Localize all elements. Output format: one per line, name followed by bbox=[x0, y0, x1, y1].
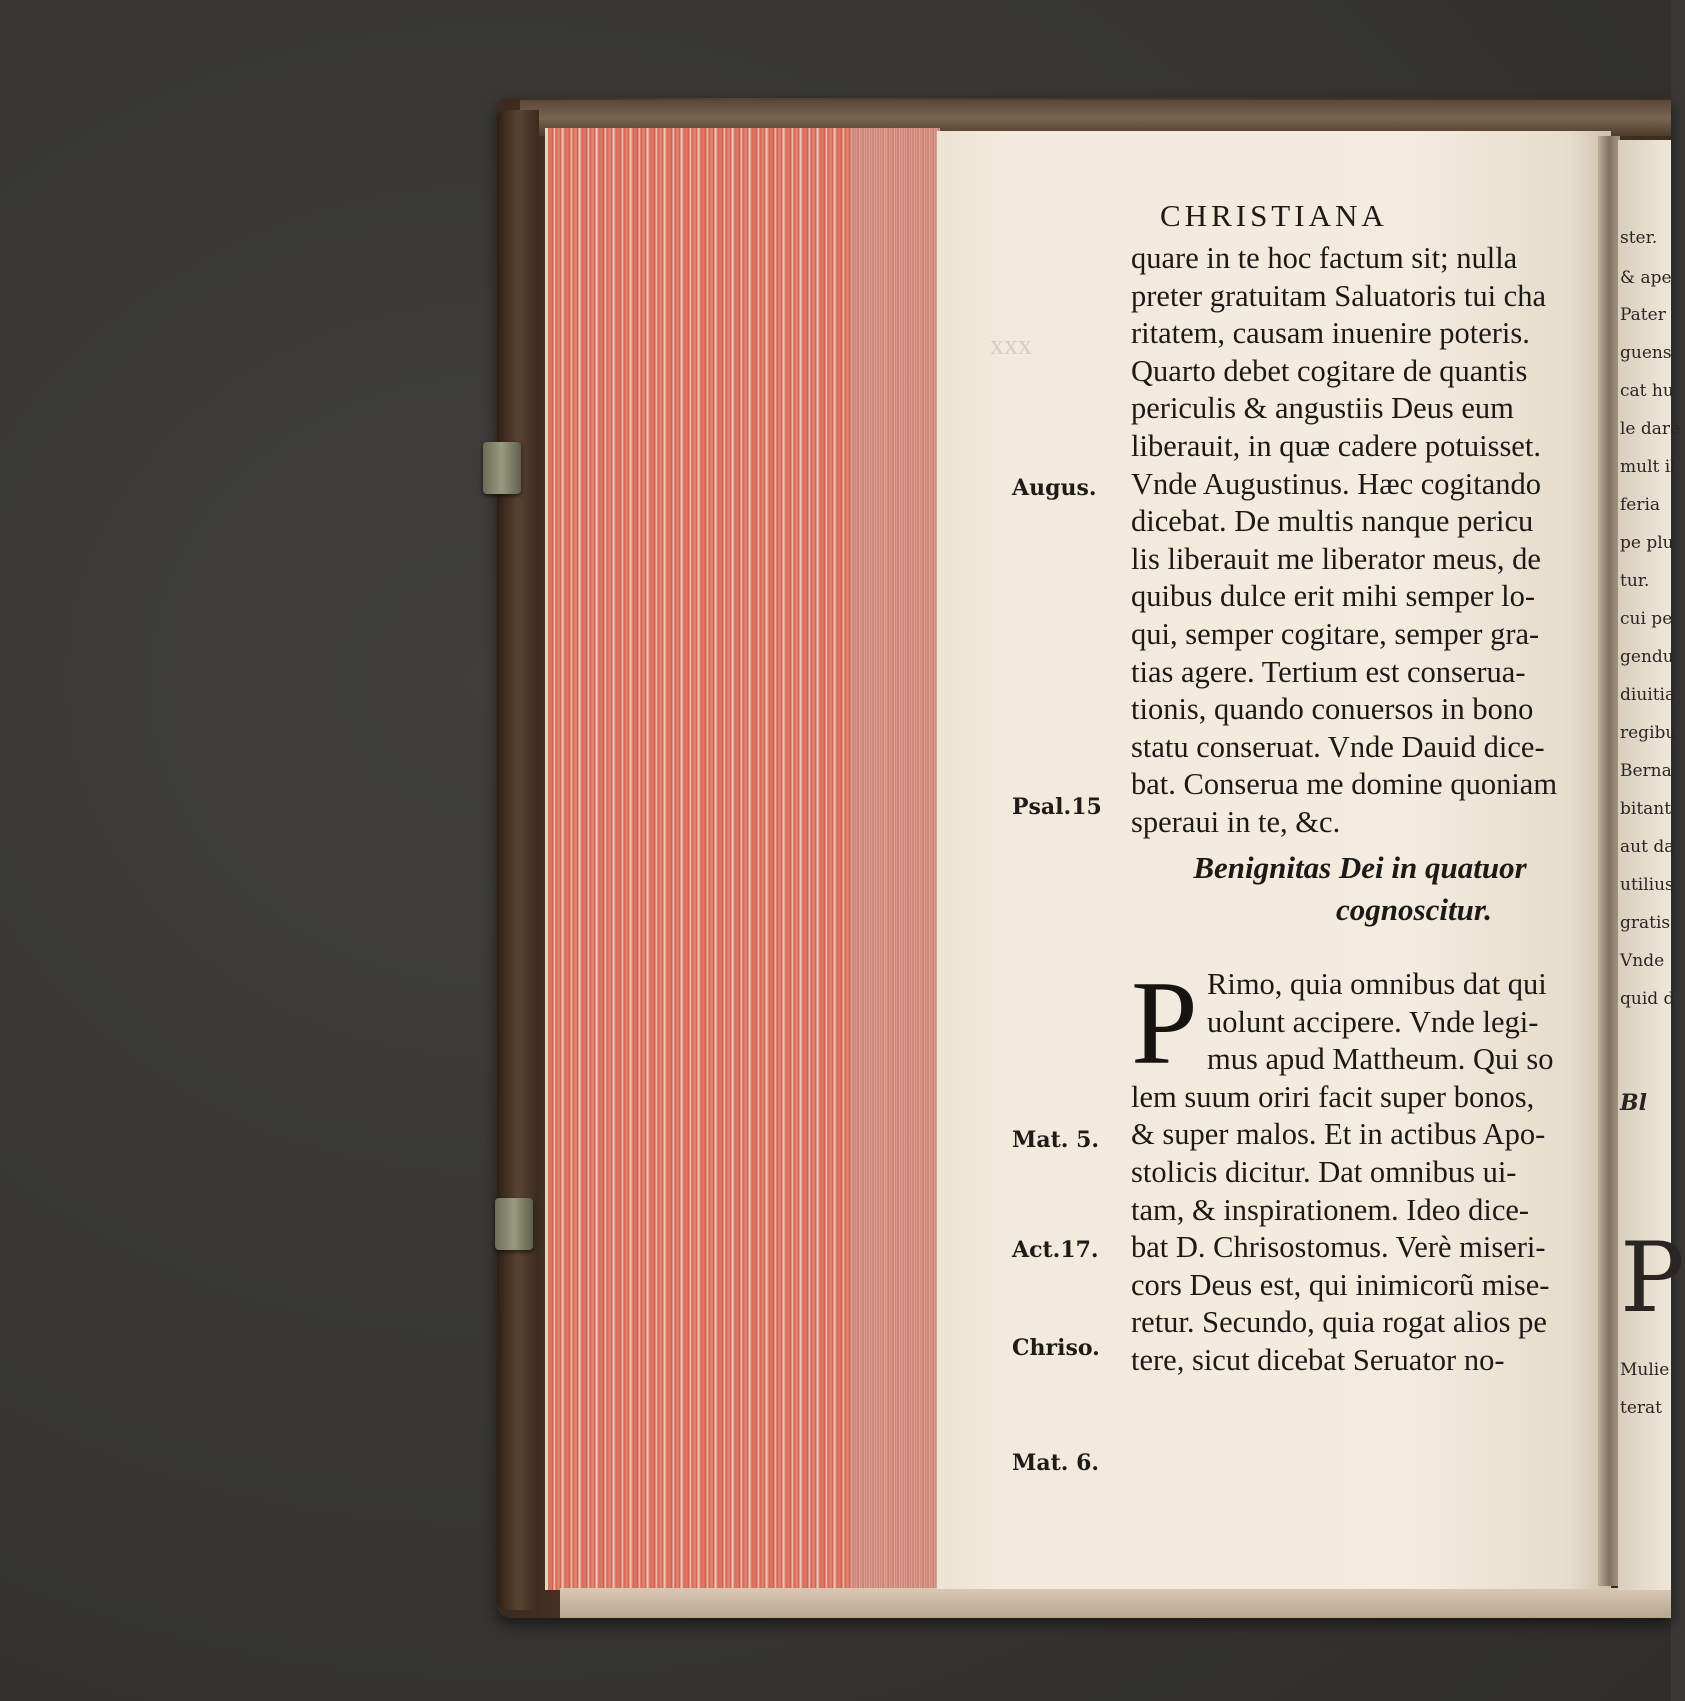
facing-page-fragment: cat hu bbox=[1620, 381, 1674, 401]
page-block-bottom bbox=[560, 1588, 1671, 1618]
book-spine-edge bbox=[497, 110, 539, 1610]
text-line: ritatem, causam inuenire poteris. bbox=[1131, 316, 1530, 351]
text-line: bat. Conserua me domine quoniam bbox=[1131, 767, 1558, 802]
text-line: dicebat. De multis nanque pericu bbox=[1131, 504, 1534, 539]
text-line: statu conseruat. Vnde Dauid dice- bbox=[1131, 729, 1545, 764]
facing-page-fragment: ster. bbox=[1620, 228, 1658, 248]
facing-page-fragment: quid d bbox=[1620, 989, 1675, 1009]
text-line: & super malos. Et in actibus Apo- bbox=[1131, 1117, 1546, 1152]
text-line: preter gratuitam Saluatoris tui cha bbox=[1131, 278, 1546, 313]
text-block-1 bbox=[1131, 240, 1589, 842]
facing-page-fragment: regibu bbox=[1620, 723, 1677, 743]
margin-note-august: Augus. bbox=[1012, 475, 1097, 501]
text-line: Quarto debet cogitare de quantis bbox=[1131, 353, 1528, 388]
facing-page-fragment: guens bbox=[1620, 343, 1672, 363]
facing-page-fragment: le dare bbox=[1620, 419, 1681, 439]
text-line: quare in te hoc factum sit; nulla bbox=[1131, 241, 1518, 275]
text-line: tere, sicut dicebat Seruator no- bbox=[1131, 1342, 1505, 1377]
text-line: lem suum oriri facit super bonos, bbox=[1131, 1079, 1535, 1114]
facing-page-fragment: terat bbox=[1620, 1398, 1662, 1418]
book-gutter bbox=[1598, 136, 1620, 1586]
facing-page-fragment: cui pe bbox=[1620, 609, 1673, 629]
facing-page-fragment: P bbox=[1620, 1222, 1685, 1334]
text-line: uolunt accipere. Vnde legi- bbox=[1207, 1004, 1539, 1039]
text-line: qui, semper cogitare, semper gra- bbox=[1131, 616, 1540, 651]
text-line: lis liberauit me liberator meus, de bbox=[1131, 541, 1541, 576]
drop-cap: P bbox=[1131, 956, 1198, 1089]
facing-page-fragment: Mulie bbox=[1620, 1360, 1670, 1380]
facing-page-fragment: diuitia bbox=[1620, 685, 1676, 705]
text-line: periculis & angustiis Deus eum bbox=[1131, 391, 1514, 426]
margin-note-chrisostom: Chriso. bbox=[1012, 1335, 1100, 1361]
facing-page-fragment: gratis bbox=[1620, 913, 1671, 933]
text-line: liberauit, in quæ cadere potuisset. bbox=[1131, 428, 1541, 463]
red-page-edges bbox=[545, 128, 940, 1590]
show-through: xxx bbox=[990, 330, 1032, 361]
text-line: speraui in te, &c. bbox=[1131, 804, 1341, 839]
facing-page-fragment: bitant bbox=[1620, 799, 1672, 819]
text-line: stolicis dicitur. Dat omnibus ui- bbox=[1131, 1154, 1517, 1189]
margin-note-matthew-6: Mat. 6. bbox=[1012, 1450, 1100, 1476]
text-block-2 bbox=[1131, 956, 1589, 1380]
facing-page-fragment: utilius bbox=[1620, 875, 1674, 895]
section-heading-line-2: cognoscitur. bbox=[1336, 892, 1492, 927]
text-line: retur. Secundo, quia rogat alios pe bbox=[1131, 1305, 1547, 1340]
upper-clasp-icon bbox=[483, 442, 521, 494]
text-line: tias agere. Tertium est conserua- bbox=[1131, 654, 1526, 689]
facing-page-edge bbox=[1618, 140, 1685, 1590]
text-line: tam, & inspirationem. Ideo dice- bbox=[1131, 1192, 1530, 1227]
text-line: cors Deus est, qui inimicorũ mise- bbox=[1131, 1267, 1550, 1302]
facing-page-fragment: Berna bbox=[1620, 761, 1672, 781]
running-head: CHRISTIANA bbox=[1160, 198, 1388, 233]
lower-clasp-icon bbox=[495, 1198, 533, 1250]
margin-note-matthew-5: Mat. 5. bbox=[1012, 1127, 1100, 1153]
facing-page-fragment: & ape bbox=[1620, 268, 1672, 288]
margin-note-acts: Act.17. bbox=[1012, 1237, 1099, 1263]
text-line: tionis, quando conuersos in bono bbox=[1131, 692, 1534, 727]
facing-page-fragment: Pater bbox=[1620, 305, 1666, 325]
section-heading-line-1: Benignitas Dei in quatuor bbox=[1193, 850, 1527, 885]
facing-page-fragment: aut da bbox=[1620, 837, 1675, 857]
facing-page-fragment: Vnde bbox=[1620, 951, 1665, 971]
facing-page-fragment: mult il bbox=[1620, 457, 1676, 477]
text-line: Vnde Augustinus. Hæc cogitando bbox=[1131, 466, 1542, 501]
facing-page-fragment: gendu bbox=[1620, 647, 1674, 667]
facing-page-fragment: Bl bbox=[1620, 1090, 1647, 1116]
text-line: mus apud Mattheum. Qui so bbox=[1207, 1042, 1554, 1077]
facing-page-fragment: pe plu bbox=[1620, 533, 1674, 553]
text-line: bat D. Chrisostomus. Verè miseri- bbox=[1131, 1230, 1546, 1265]
facing-page-fragment: tur. bbox=[1620, 571, 1650, 591]
text-line: quibus dulce erit mihi semper lo- bbox=[1131, 579, 1536, 614]
facing-page-fragment: feria bbox=[1620, 495, 1661, 515]
margin-note-psalm: Psal.15 bbox=[1012, 794, 1102, 820]
text-line: Rimo, quia omnibus dat qui bbox=[1207, 967, 1547, 1001]
